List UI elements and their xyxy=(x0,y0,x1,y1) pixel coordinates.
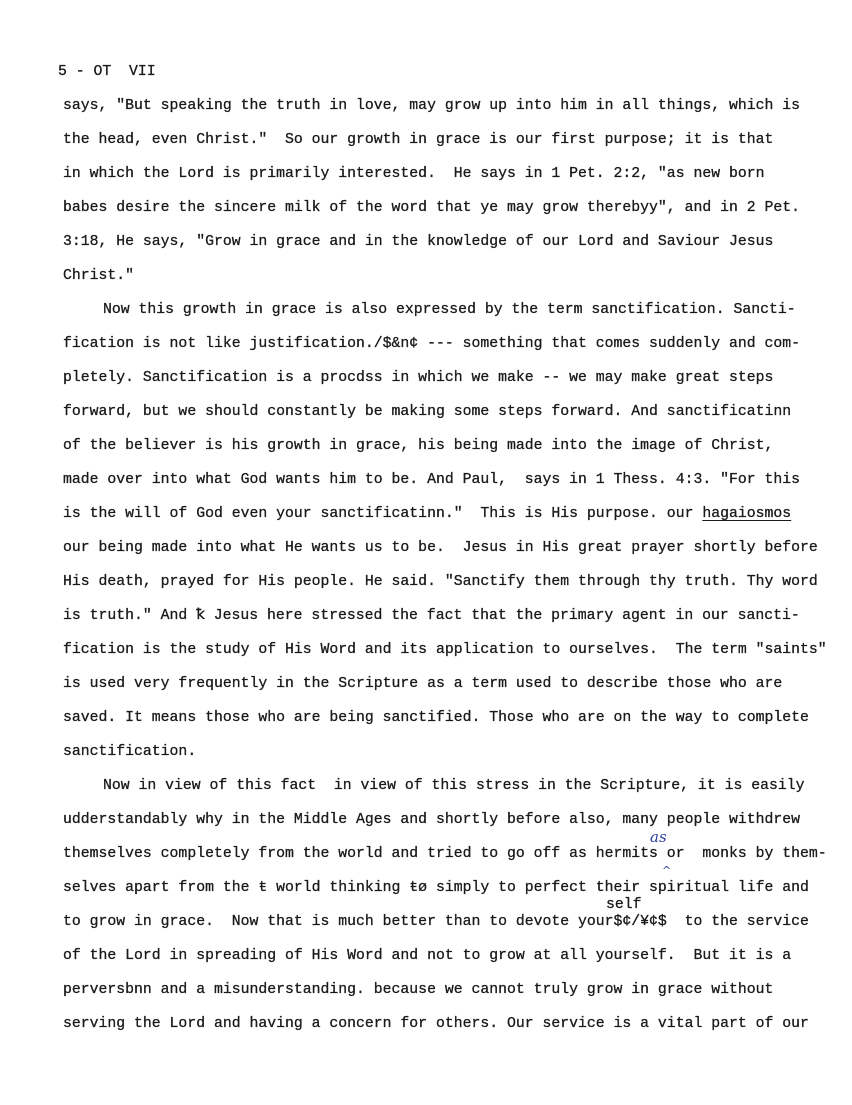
text-line: is truth." And ꝁ Jesus here stressed the fact that the primary agent in our sancti- xyxy=(63,608,800,624)
text-line: perversbnn and a misunderstanding. because we cannot truly grow in grace without xyxy=(63,982,774,998)
text-line: 3:18, He says, "Grow in grace and in the knowledge of our Lord and Saviour Jesus xyxy=(63,234,774,250)
text-line: of the Lord in spreading of His Word and not to grow at all yourself. But it is a xyxy=(63,948,792,964)
page-header: 5 - OT VII xyxy=(58,64,156,80)
interlinear-correction: self xyxy=(606,897,642,913)
text-line: forward, but we should constantly be making some steps forward. And sanctificatinn xyxy=(63,404,792,420)
text-line: is used very frequently in the Scripture as a term used to describe those who are xyxy=(63,676,783,692)
text-line: in which the Lord is primarily interested. He says in 1 Pet. 2:2, "as new born xyxy=(63,166,765,182)
text-line: fication is not like justification./$&n¢ --- something that comes suddenly and com- xyxy=(63,336,801,352)
text-line: Now in view of this fact in view of this stress in the Scripture, it is easily xyxy=(103,778,805,794)
text-line: the head, even Christ." So our growth in grace is our first purpose; it is that xyxy=(63,132,774,148)
text-line: His death, prayed for His people. He said. "Sanctify them through thy truth. Thy word xyxy=(63,574,818,590)
text-line: udderstandably why in the Middle Ages and shortly before also, many people withdrew xyxy=(63,812,801,828)
insert-caret-icon: ^ xyxy=(662,864,672,877)
text-line: serving the Lord and having a concern for others. Our service is a vital part of our xyxy=(63,1016,809,1032)
text-line: babes desire the sincere milk of the word that ye may grow therebyy", and in 2 Pet. xyxy=(63,200,801,216)
text-line: made over into what God wants him to be. And Paul, says in 1 Thess. 4:3. "For this xyxy=(63,472,801,488)
text-line: sanctification. xyxy=(63,744,197,760)
text-line: selves apart from the ŧ world thinking ŧø simply to perfect their spiritual life and xyxy=(63,880,809,896)
text-line: our being made into what He wants us to be. Jesus in His great prayer shortly before xyxy=(63,540,818,556)
text-line: says, "But speaking the truth in love, may grow up into him in all things, which is xyxy=(63,98,801,114)
text-line: to grow in grace. Now that is much better than to devote your$¢/¥¢$ to the service xyxy=(63,914,809,930)
text-line: Christ." xyxy=(63,268,135,284)
text-line: themselves completely from the world and tried to go off as hermits or monks by them- xyxy=(63,846,827,862)
text-line: Now this growth in grace is also expressed by the term sanctification. Sancti- xyxy=(103,302,796,318)
handwritten-insert: as xyxy=(650,828,667,846)
text-line xyxy=(63,505,791,523)
text-line: fication is the study of His Word and its application to ourselves. The term "saints" xyxy=(63,642,827,658)
text-line-part: is the will of God even your sanctificatinn." This is His purpose. our xyxy=(63,506,703,522)
text-line: pletely. Sanctification is a procdss in which we make -- we may make great steps xyxy=(63,370,774,386)
underlined-term: hagaiosmos xyxy=(702,506,792,522)
text-line: of the believer is his growth in grace, his being made into the image of Christ, xyxy=(63,438,774,454)
text-line: saved. It means those who are being sanctified. Those who are on the way to complete xyxy=(63,710,809,726)
